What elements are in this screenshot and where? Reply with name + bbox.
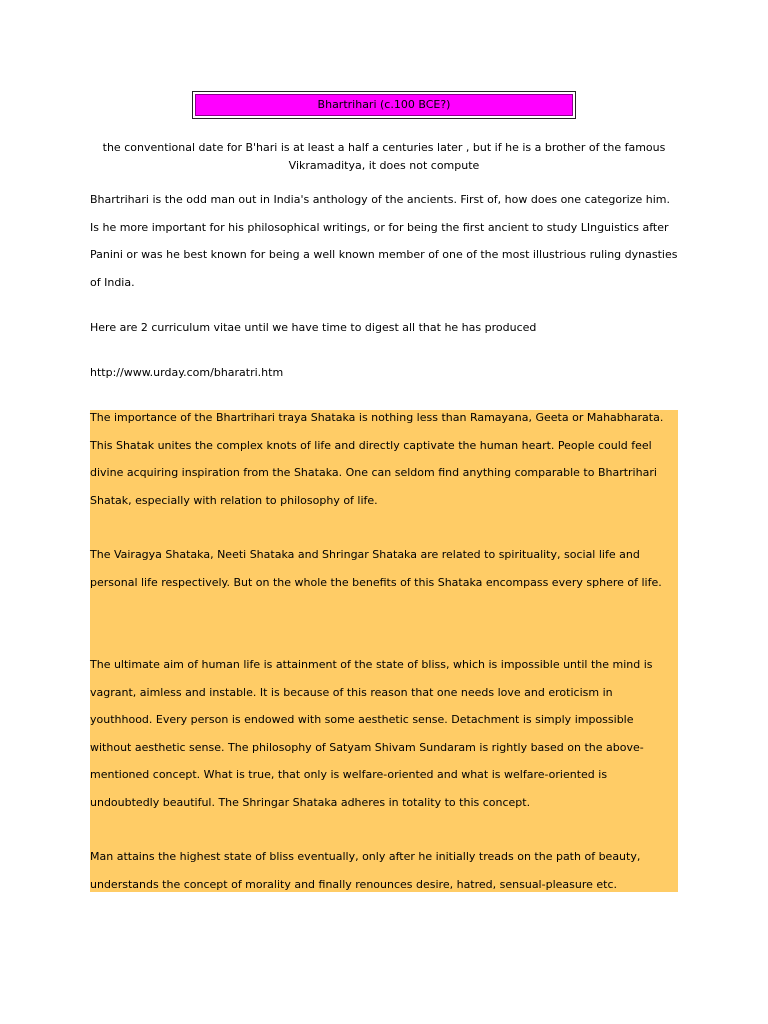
excerpt-paragraph-bliss: The ultimate aim of human life is attainment of the state of bliss, which is impossible until the mind is vagrant, aimless and instable. It is because of this reason that one needs love and eroticism in youthhood. Every person is endowed with some aesthetic sense. Detachment is simply impossible without aesthetic sense. The philosophy of Satyam Shivam Sundaram is rightly based on the above-mentioned concept. What is true, that only is welfare-oriented and what is welfare-oriented is undoubtedly beautiful. The Shringar Shataka adheres in totality to this concept.: [90, 658, 653, 809]
excerpt-paragraph-three-shatakas: The Vairagya Shataka, Neeti Shataka and Shringar Shataka are related to spirituality, social life and personal life respectively. But on the whole the benefits of this Shataka encompass every sphere of life.: [90, 548, 662, 589]
paragraph-curriculum-vitae: Here are 2 curriculum vitae until we have time to digest all that he has produced: [90, 321, 537, 334]
page-title: Bhartrihari (c.100 BCE?): [195, 94, 573, 116]
title-box: [192, 91, 576, 119]
intro-note: [86, 139, 682, 175]
paragraph-intro: Bhartrihari is the odd man out in India's anthology of the ancients. First of, how does one categorize him. Is he more important for his philosophical writings, or for being the first ancient to study LInguistics after Panini or was he best known for being a well known member of one of the most illustrious ruling dynasties of India.: [90, 193, 678, 289]
excerpt-paragraph-importance: The importance of the Bhartrihari traya Shataka is nothing less than Ramayana, Geeta or Mahabharata. This Shatak unites the complex knots of life and directly captivate the human heart. People could feel divine acquiring inspiration from the Shataka. One can seldom find anything comparable to Bhartrihari Shatak, especially with relation to philosophy of life.: [90, 411, 664, 507]
source-link[interactable]: http://www.urday.com/bharatri.htm: [90, 366, 284, 379]
intro-note-line-1: the conventional date for B'hari is at least a half a centuries later , but if he is a brother of the famous: [102, 141, 666, 154]
intro-note-line-2: Vikramaditya, it does not compute: [288, 159, 480, 172]
highlighted-excerpt: [90, 410, 678, 892]
excerpt-paragraph-beauty: Man attains the highest state of bliss eventually, only after he initially treads on the path of beauty, understands the concept of morality and finally renounces desire, hatred, sensual-pleasure etc.: [90, 850, 641, 891]
